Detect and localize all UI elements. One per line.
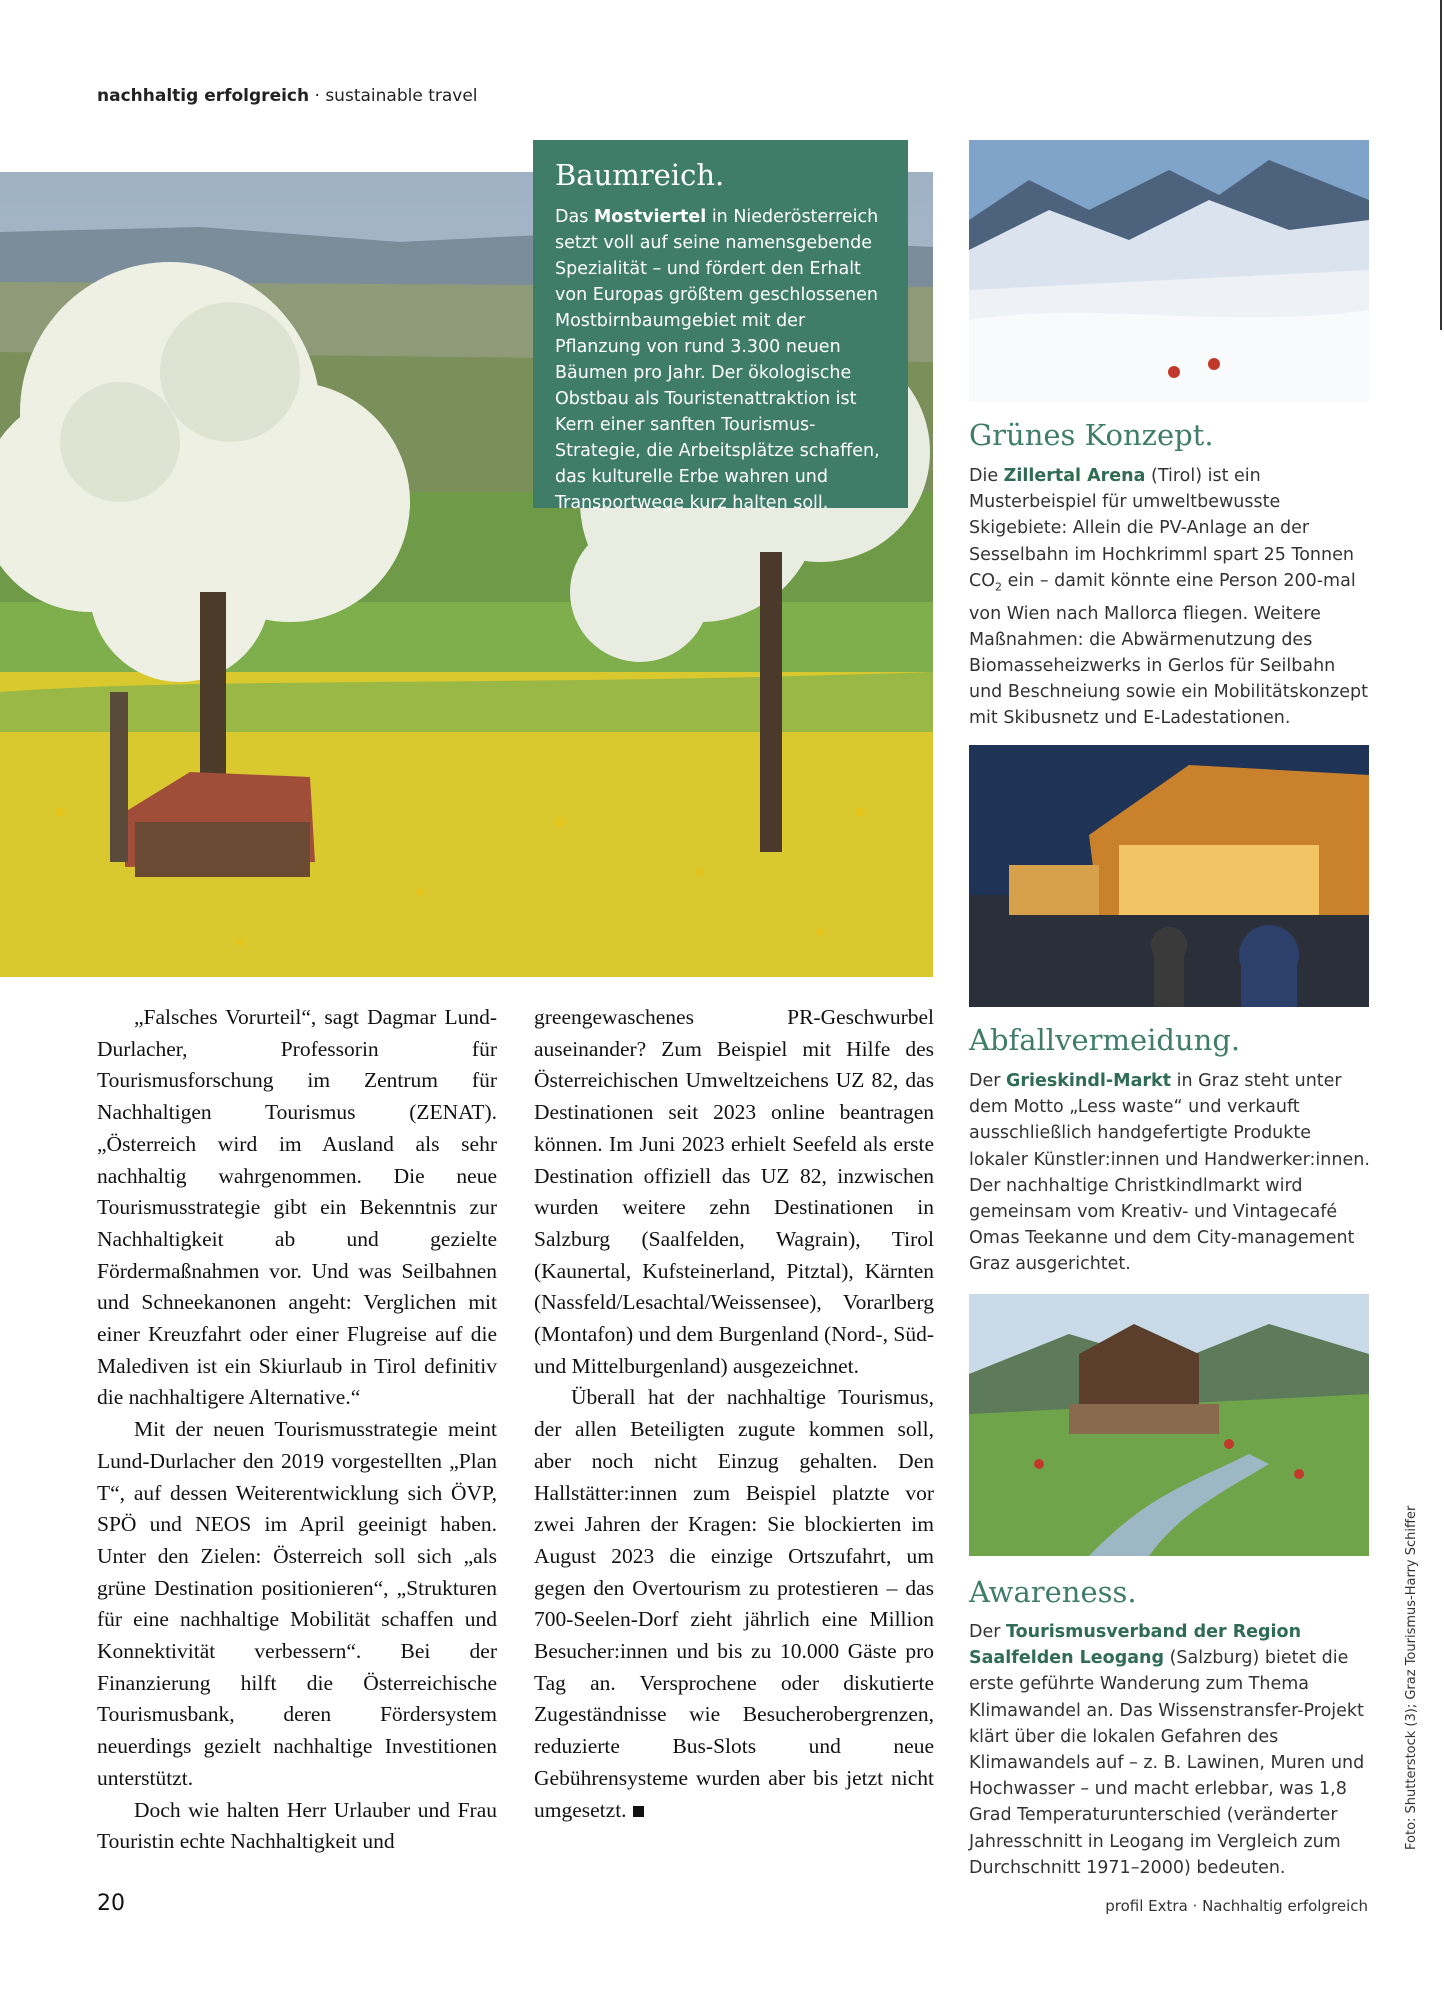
christmas-market-image <box>969 745 1369 1007</box>
ski-image <box>969 140 1369 402</box>
baumreich-text: Das Mostviertel in Niederösterreich setzt voll auf seine namensgebende Spezialität – und fördert den Erhalt von Europas größtem geschlossenen Mostbirnbaumgebiet mit der Pflanzung von rund 3.300 neuen Bäumen pro Jahr. Der ökologische Obstbau als Touristenattraktion ist Kern einer sanften Tourismus-Strategie, die Arbeitsplätze schaffen, das kulturelle Erbe wahren und Transportwege kurz halten soll. <box>555 207 880 513</box>
baumreich-title: Baumreich. <box>555 158 725 192</box>
paragraph: Mit der neuen Tourismusstrategie meint Lund-Durlacher den 2019 vorgestellten „Plan T“, auf dessen Weiterentwicklung sich ÖVP, SPÖ und NEOS im April geeinigt haben. Unter den Zielen: Österreich soll sich „als grüne Destination positionieren“, „Strukturen für eine nachhaltige Mobilität schaffen und Konnektivität verbessern“. Bei der Finanzierung hilft die Österreichische Tourismusbank, deren Fördersystem neuerdings gezielt nachhaltige Investitionen unterstützt. <box>97 1417 497 1790</box>
paragraph: „Falsches Vorurteil“, sagt Dagmar Lund-Durlacher, Professorin für Tourismusforschung im Zentrum für Nachhaltigen Tourismus (ZENAT). „Österreich wird im Ausland als sehr nachhaltig wahrgenommen. Die neue Tourismusstrategie gibt ein Bekenntnis zur Nachhaltigkeit ab und gezielte Fördermaßnahmen vor. Und was Seilbahnen und Schneekanonen angeht: Verglichen mit einer Kreuzfahrt oder einer Flugreise auf die Malediven ist ein Skiurlaub in Tirol definitiv die nachhaltigere Alternative.“ <box>97 1005 497 1410</box>
edge-rule <box>1440 0 1442 330</box>
section-name: nachhaltig erfolgreich <box>97 86 310 106</box>
paragraph: Doch wie halten Herr Urlauber und Frau Touristin echte Nachhaltigkeit und <box>97 1797 497 1854</box>
zillertal-bold: Zillertal Arena <box>1003 466 1146 486</box>
baumreich-bold: Mostviertel <box>593 207 707 227</box>
footer-publication: profil Extra · Nachhaltig erfolgreich <box>1105 1897 1368 1915</box>
paragraph: greengewaschenes PR-Geschwurbel auseinander? Zum Beispiel mit Hilfe des Österreichischen Umweltzeichens UZ 82, das Destinationen seit 2023 online beantragen können. Im Juni 2023 erhielt Seefeld als erste Destination offiziell das UZ 82, inzwischen wurden weitere zehn Destinationen in Salzburg (Saalfelden, Wagrain), Tirol (Kaunertal, Kufsteinerland, Pitztal), Kärnten (Nassfeld/Lesachtal/Weissensee), Vorarlberg (Montafon) und dem Burgenland (Nord-, Süd- und Mittelburgenland) ausgezeichnet. <box>534 1005 934 1378</box>
end-mark-icon <box>633 1806 644 1817</box>
tourismusverband-bold: Tourismusverband der Region Saalfelden Leogang <box>969 1622 1302 1669</box>
body-column-1 <box>97 1002 497 1858</box>
awareness-text: Der Tourismusverband der Region Saalfelden Leogang (Salzburg) bietet die erste geführte Wanderung zum Thema Klimawandel an. Das Wissenstransfer-Projekt klärt über die lokalen Gefahren des Klimawandels auf – z. B. Lawinen, Muren und Hochwasser – und macht erlebbar, was 1,8 Grad Temperaturunterschied (veränderter Jahresschnitt in Leogang im Vergleich zum Durchschnitt 1971–2000) bedeuten. <box>969 1622 1365 1878</box>
running-header <box>97 86 478 106</box>
body-column-2 <box>534 1002 934 1826</box>
baumreich-box <box>533 140 908 513</box>
alpine-village-image <box>969 1294 1369 1556</box>
photo-credit: Foto: Shutterstock (3); Graz Tourismus-Harry Schiffer <box>1404 1505 1419 1850</box>
awareness-title: Awareness. <box>969 1575 1137 1609</box>
paragraph-final: Überall hat der nachhaltige Tourismus, der allen Beteiligten zugute kommen soll, aber noch nicht Einzug gehalten. Den Hallstätter:innen zum Beispiel platzte vor zwei Jahren der Kragen: Sie blockierten im August 2023 die einzige Ortszufahrt, um gegen den Overtourism zu protestieren – das 700-Seelen-Dorf zieht jährlich eine Million Besucher:innen und bis zu 10.000 Gäste pro Tag an. Versprochene oder diskutierte Zugeständnisse wie Besucherobergrenzen, reduzierte Bus-Slots und neue Gebührensysteme wurden aber bis jetzt nicht umgesetzt. <box>534 1385 934 1822</box>
gruenes-konzept-text: Die Zillertal Arena (Tirol) ist ein Musterbeispiel für umweltbewusste Skigebiete: Allein die PV-Anlage an der Sesselbahn im Hochkrimml spart 25 Tonnen $CO_2$ ein – damit könnte eine Person 200-mal von Wien nach Mallorca fliegen. Weitere Maßnahmen: die Abwärmenutzung des Biomasseheizwerks in Gerlos für Seilbahn und Beschneiung sowie ein Mobilitätskonzept mit Skibusnetz und E-Ladestationen. <box>969 466 1368 729</box>
abfallvermeidung-title: Abfallvermeidung. <box>969 1023 1241 1057</box>
section-subtitle: sustainable travel <box>325 86 478 106</box>
grieskindl-bold: Grieskindl-Markt <box>1006 1071 1172 1091</box>
header-separator: · <box>314 86 320 106</box>
page-number: 20 <box>97 1891 125 1916</box>
abfallvermeidung-text: Der Grieskindl-Markt in Graz steht unter dem Motto „Less waste“ und verkauft ausschließlich handgefertigte Produkte lokaler Künstler:innen und Handwerker:innen. Der nachhaltige Christkindlmarkt wird gemeinsam vom Kreativ- und Vintagecafé Omas Teekanne und dem City-management Graz ausgerichtet. <box>969 1071 1370 1275</box>
gruenes-konzept-title: Grünes Konzept. <box>969 418 1214 452</box>
